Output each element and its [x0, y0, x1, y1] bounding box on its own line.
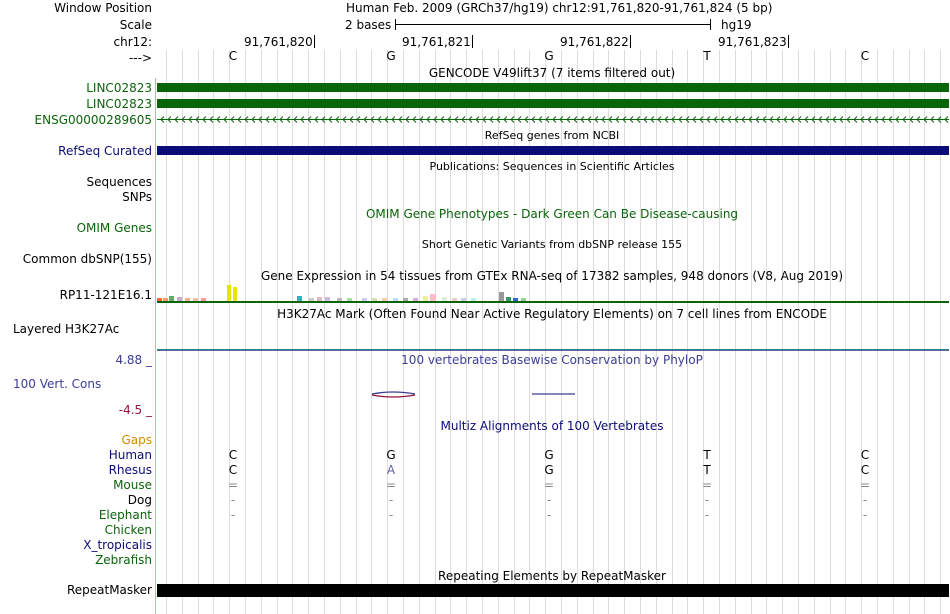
- h3k27ac-label[interactable]: Layered H3K27Ac: [13, 322, 120, 336]
- ruler-position-label: 91,761,822: [560, 35, 629, 49]
- chrom-label: chr12:: [113, 35, 152, 49]
- alignment-base: =: [227, 478, 239, 492]
- gencode-intron-line[interactable]: [157, 115, 949, 124]
- gtex-bar: [233, 287, 237, 301]
- alignment-base: -: [388, 508, 394, 522]
- gtex-bar: [430, 294, 436, 301]
- gtex-gene-label[interactable]: RP11-121E16.1: [59, 288, 152, 302]
- alignment-base: -: [230, 508, 236, 522]
- gencode-track-title: GENCODE V49lift37 (7 items filtered out): [428, 66, 676, 80]
- alignment-base: =: [859, 478, 871, 492]
- conservation-label[interactable]: 100 Vert. Cons: [13, 377, 102, 391]
- ruler-position-label: 91,761,821: [402, 35, 471, 49]
- sequence-base: T: [703, 49, 711, 63]
- alignment-base: C: [860, 448, 870, 462]
- gtex-track-title: Gene Expression in 54 tissues from GTEx RNA-seq of 17382 samples, 948 donors (V8, Aug 2019): [260, 269, 844, 283]
- gtex-bar: [499, 292, 504, 301]
- alignment-base: -: [862, 493, 868, 507]
- alignment-base: -: [230, 493, 236, 507]
- gtex-expression-bars[interactable]: [157, 284, 949, 302]
- scale-bar: [395, 24, 711, 25]
- dbsnp-label[interactable]: Common dbSNP(155): [22, 252, 152, 266]
- gencode-feature-bar[interactable]: [157, 83, 949, 92]
- alignment-base: G: [544, 448, 554, 462]
- h3k27ac-track-title: H3K27Ac Mark (Often Found Near Active Regulatory Elements) on 7 cell lines from ENCODE: [277, 307, 827, 321]
- conservation-track-title: 100 vertebrates Basewise Conservation by PhyloP: [401, 353, 703, 367]
- alignment-base: =: [543, 478, 555, 492]
- sequence-base: C: [860, 49, 870, 63]
- track-separator-line: [155, 78, 156, 614]
- window-position-label: Window Position: [54, 1, 152, 15]
- refseq-track-title: RefSeq genes from NCBI: [484, 129, 620, 142]
- species-label-rhesus[interactable]: Rhesus: [108, 463, 152, 477]
- species-label-x_tropicalis[interactable]: X_tropicalis: [83, 538, 152, 552]
- dbsnp-track-title: Short Genetic Variants from dbSNP release 155: [421, 238, 683, 251]
- ruler-tick: [630, 35, 631, 48]
- window-position-value: Human Feb. 2009 (GRCh37/hg19) chr12:91,761,820-91,761,824 (5 bp): [346, 1, 773, 15]
- publications-track-title: Publications: Sequences in Scientific Articles: [429, 160, 675, 173]
- alignment-base: -: [704, 493, 710, 507]
- alignment-base: =: [385, 478, 397, 492]
- species-label-gaps[interactable]: Gaps: [121, 433, 152, 447]
- intron-arrows-svg: [157, 115, 949, 124]
- ruler-position-label: 91,761,820: [244, 35, 313, 49]
- ruler-tick: [788, 35, 789, 48]
- species-label-human[interactable]: Human: [108, 448, 152, 462]
- scale-db: hg19: [721, 18, 752, 32]
- alignment-base: -: [862, 508, 868, 522]
- gencode-item-label[interactable]: ENSG00000289605: [34, 113, 152, 127]
- gtex-bars-svg: [157, 284, 949, 302]
- alignment-base: T: [703, 463, 711, 477]
- gtex-bar: [227, 285, 231, 301]
- alignment-base: -: [704, 508, 710, 522]
- repeatmasker-feature-bar[interactable]: [157, 584, 949, 597]
- refseq-feature-bar[interactable]: [157, 146, 949, 155]
- h3k27ac-signal-line: [157, 350, 949, 351]
- sequence-base: G: [386, 49, 396, 63]
- refseq-curated-label[interactable]: RefSeq Curated: [58, 144, 152, 158]
- sequence-base: C: [228, 49, 238, 63]
- ruler-position-label: 91,761,823: [718, 35, 787, 49]
- alignment-base: T: [703, 448, 711, 462]
- gtex-baseline: [157, 301, 949, 303]
- scale-value: 2 bases: [345, 18, 392, 32]
- gencode-item-label[interactable]: LINC02823: [86, 81, 152, 95]
- ruler-tick: [314, 35, 315, 48]
- snps-label[interactable]: SNPs: [122, 190, 152, 204]
- species-label-dog[interactable]: Dog: [127, 493, 152, 507]
- strand-label: --->: [128, 51, 152, 65]
- scale-label: Scale: [119, 18, 152, 32]
- multiz-track-title: Multiz Alignments of 100 Vertebrates: [440, 419, 664, 433]
- alignment-base: -: [546, 508, 552, 522]
- conservation-max-value: 4.88 _: [115, 353, 152, 367]
- alignment-base: A: [386, 463, 396, 477]
- alignment-base: G: [386, 448, 396, 462]
- ruler-tick: [472, 35, 473, 48]
- repeatmasker-label[interactable]: RepeatMasker: [66, 583, 152, 597]
- species-label-mouse[interactable]: Mouse: [113, 478, 152, 492]
- scale-bar-left-tick: [395, 19, 396, 30]
- alignment-base: -: [388, 493, 394, 507]
- alignment-base: C: [860, 463, 870, 477]
- conservation-signal[interactable]: [157, 390, 949, 400]
- scale-bar-right-tick: [710, 19, 711, 30]
- conservation-svg: [157, 390, 949, 400]
- conservation-min-value: -4.5 _: [118, 403, 152, 417]
- alignment-base: C: [228, 448, 238, 462]
- omim-track-title: OMIM Gene Phenotypes - Dark Green Can Be Disease-causing: [365, 207, 739, 221]
- alignment-base: -: [546, 493, 552, 507]
- species-label-chicken[interactable]: Chicken: [104, 523, 152, 537]
- sequence-base: G: [544, 49, 554, 63]
- species-label-zebrafish[interactable]: Zebrafish: [95, 553, 152, 567]
- alignment-base: =: [701, 478, 713, 492]
- species-label-elephant[interactable]: Elephant: [98, 508, 152, 522]
- gencode-feature-bar[interactable]: [157, 99, 949, 108]
- sequences-label[interactable]: Sequences: [86, 175, 152, 189]
- repeatmasker-track-title: Repeating Elements by RepeatMasker: [438, 569, 666, 583]
- alignment-base: C: [228, 463, 238, 477]
- omim-genes-label[interactable]: OMIM Genes: [76, 221, 152, 235]
- alignment-base: G: [544, 463, 554, 477]
- gencode-item-label[interactable]: LINC02823: [86, 97, 152, 111]
